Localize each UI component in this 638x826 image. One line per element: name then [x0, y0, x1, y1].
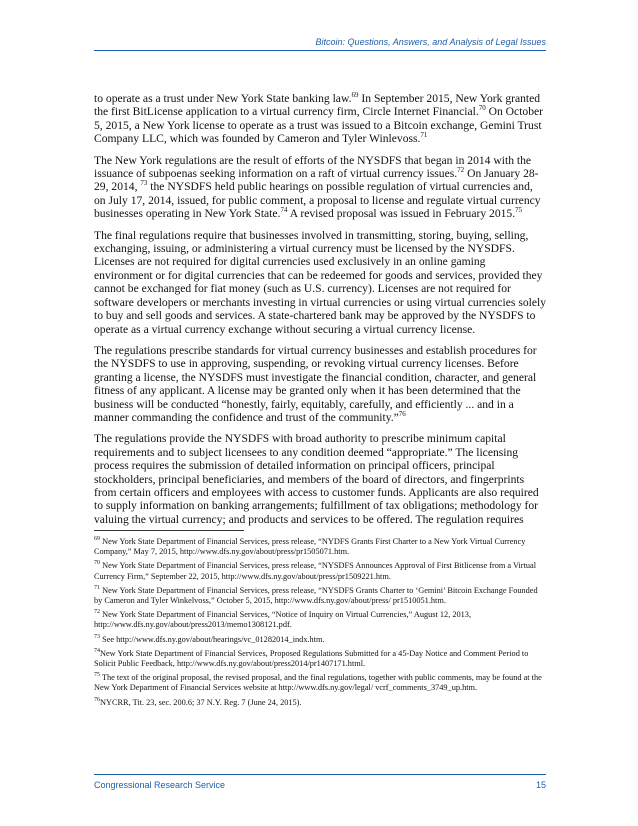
footnotes — [94, 537, 546, 712]
footnote-74: $^{74}$New York State Department of Financial Services, Proposed Regulations Submitted for a 45-Day Notice and Comment Period to Solicit Public Feedback, http://www.dfs.ny.gov/about/press2014/pr1407171.html. — [94, 648, 529, 669]
footnote-rule — [94, 530, 244, 531]
footer-rule — [94, 774, 546, 775]
page-number: 15 — [535, 780, 546, 790]
paragraph-2: The New York regulations are the result of efforts of the NYSDFS that began in 2014 with the issuance of subpoenas seeking information on a raft of virtual currency issues.$^{72}$ On January 28-29, 2014, $^{73}$ the NYSDFS held public hearings on possible regulation of virtual currencies and, on July 17, 2014, issued, for public comment, a proposal to license and regulate virtual currency businesses operating in New York State.$^{74}$ A revised proposal was issued in February 2015.75 — [94, 153, 541, 221]
footnote-ref[interactable]: 73 — [140, 179, 148, 188]
footnote-ref[interactable]: 75 — [515, 206, 523, 215]
footnote-ref[interactable]: 69 — [351, 91, 359, 100]
footnote-ref[interactable]: 72 — [457, 166, 465, 175]
paragraph-1: to operate as a trust under New York State banking law.$^{69}$ In September 2015, New York granted the first BitLicense application to a virtual currency firm, Circle Internet Financial.$^{70}$ On October 5, 2015, a New York license to operate as a trust was issued to a Bitcoin exchange, Gemini Trust Company LLC, which was founded by Cameron and Tyler Winlevoss.$^{71}$ — [94, 91, 544, 146]
footer-source: Congressional Research Service — [94, 780, 226, 790]
footnote-75: $^{75}$ The text of the original proposal, the revised proposal, and the final regulations, together with public comments, may be found at the New York Department of Financial Services website at http://www.dfs.ny.gov/legal/ vcrf_comments_3749_up.htm. — [94, 672, 542, 693]
footnote-ref[interactable]: 70 — [478, 104, 486, 113]
footnote-76: $^{76}$NYCRR, Tit. 23, sec. 200.6; 37 N.Y. Reg. 7 (June 24, 2015). — [94, 696, 302, 707]
paragraph-3: The final regulations require that businesses involved in transmitting, storing, buying, selling, exchanging, issuing, or administering a virtual currency must be licensed by the NYSDFS. Licenses are not required for digital currencies used exclusively in an online gaming environment or for digital currencies that can be redeemed for goods and services, provided they cannot be exchanged for fiat money (such as U.S. currency). Licenses are not required for software developers or merchants investing in virtual currencies or using virtual currencies solely to buy and sell goods and services. A state-chartered bank may be approved by the NYSDFS to operate as a virtual currency exchange without securing a virtual currency license. — [94, 228, 547, 336]
footnote-69: $^{69}$ New York State Department of Financial Services, press release, “NYDFS Grants First Charter to a New York Virtual Currency Company,” May 7, 2015, http://www.dfs.ny.gov/about/press/pr1505071.htm. — [94, 536, 526, 557]
footnote-73: $^{73}$ See http://www.dfs.ny.gov/about/hearings/vc_01282014_indx.htm. — [94, 633, 325, 644]
main-text — [94, 92, 546, 534]
paragraph-5: The regulations provide the NYSDFS with broad authority to prescribe minimum capital requirements and to subject licensees to any condition deemed “appropriate.” The licensing process requires the submission of detailed information on principal officers, principal stockholders, principal beneficiaries, and members of the board of directors, and fingerprints from certain officers and employees with access to customer funds. Applicants are also required to supply information on banking arrangements; fulfillment of tax obligations; methodology for valuing the virtual currency; and products and services to be offered. The regulation requires — [94, 432, 539, 526]
footnote-ref[interactable]: 76 — [398, 410, 406, 419]
footnote-ref[interactable]: 71 — [420, 131, 428, 140]
footnote-70: $^{70}$ New York State Department of Financial Services, press release, “NYSDFS Announces Approval of First Bitlicense from a Virtual Currency Firm,” September 22, 2015, http://www.dfs.ny.gov/about/press/pr1509221.htm. — [94, 560, 537, 581]
running-header: Bitcoin: Questions, Answers, and Analysis of Legal Issues — [315, 37, 546, 47]
footnote-71: $^{71}$ New York State Department of Financial Services, press release, “NYSDFS Grants Charter to ‘Gemini’ Bitcoin Exchange Founded by Cameron and Tyler Winkelvoss,” October 5, 2015, http://www.dfs.ny.gov/about/press/ pr1510051.htm. — [94, 585, 538, 606]
footnote-ref[interactable]: 74 — [280, 206, 288, 215]
header-rule — [94, 50, 546, 51]
footnote-72: $^{72}$ New York State Department of Financial Services, “Notice of Inquiry on Virtual Currencies,” August 12, 2013, http://www.dfs.ny.gov/about/press2013/memo1308121.pdf. — [94, 609, 472, 630]
paragraph-4: The regulations prescribe standards for virtual currency businesses and establish procedures for the NYSDFS to use in approving, suspending, or revoking virtual currency licenses. Before granting a license, the NYSDFS must investigate the financial condition, character, and general fitness of any applicant. A license may be granted only when it has been determined that the business will be conducted “honestly, fairly, equitably, carefully, and efficiently ... and in a manner commanding the confidence and trust of the community.”$^{76}$ — [94, 343, 537, 424]
